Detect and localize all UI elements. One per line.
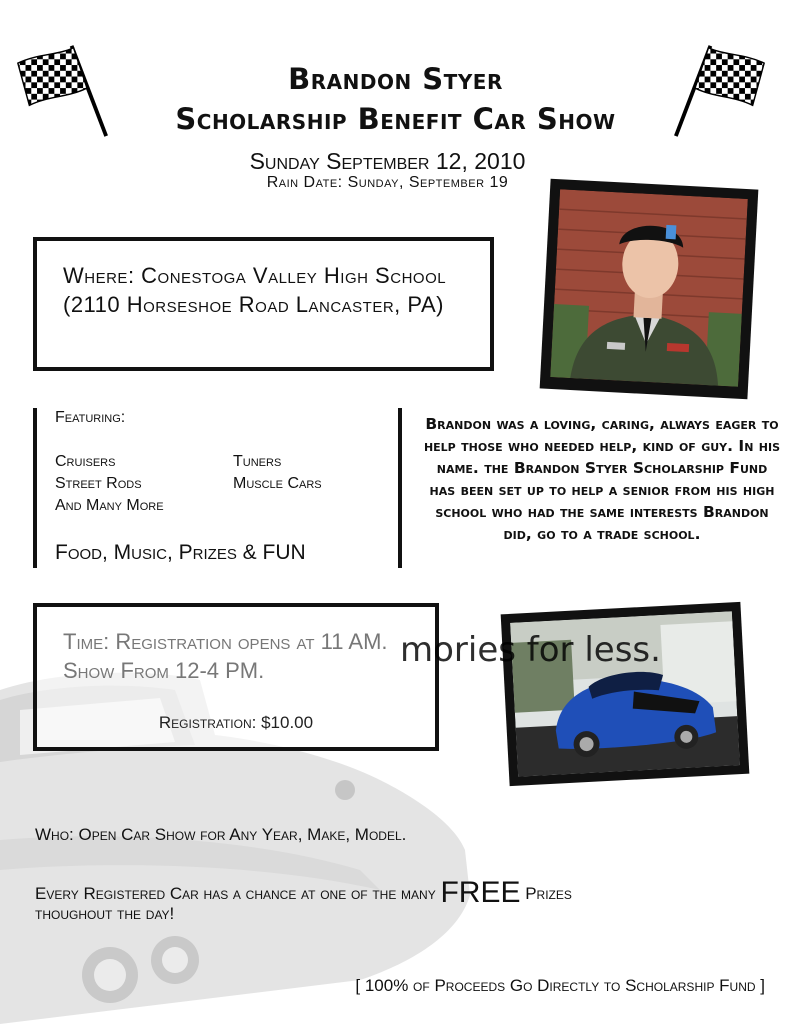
who-line: Who: Open Car Show for Any Year, Make, Model. bbox=[35, 825, 407, 844]
featuring-label: Featuring: bbox=[55, 409, 126, 426]
event-date: Sunday September 12, 2010 bbox=[249, 148, 526, 174]
registration-fee: Registration: $10.00 bbox=[158, 713, 314, 732]
title-line-2: Scholarship Benefit Car Show bbox=[175, 102, 616, 136]
where-text: Where: Conestoga Valley High School (2110 Horseshoe Road Lancaster, PA) bbox=[63, 263, 447, 317]
featuring-left-divider bbox=[33, 408, 37, 568]
photobucket-watermark: mories for less. bbox=[400, 630, 661, 670]
brandon-photo bbox=[540, 179, 759, 400]
time-text: Time: Registration opens at 11 AM. Show From 12-4 PM. bbox=[63, 629, 388, 683]
feature-item: Street Rods bbox=[55, 475, 142, 492]
time-box bbox=[33, 603, 439, 751]
feature-item: Cruisers bbox=[55, 453, 116, 470]
prizes-suffix: Prizes bbox=[525, 884, 572, 903]
feature-item: And Many More bbox=[55, 497, 164, 514]
brandon-bio: Brandon was a loving, caring, always eager to help those who needed help, kind of guy. In his name. the Brandon Styer Scholarship Fund has been set up to help a senior from his high school who had the same interests Brandon did, go to a trade school. bbox=[423, 415, 781, 543]
feature-item: Muscle Cars bbox=[233, 475, 322, 492]
prizes-prefix: Every Registered Car has a chance at one of the many bbox=[35, 884, 436, 903]
free-word: FREE bbox=[440, 876, 521, 909]
where-box bbox=[33, 237, 494, 371]
portrait-image bbox=[550, 189, 748, 387]
title-line-1: Brandon Styer bbox=[288, 62, 503, 96]
feature-item: Tuners bbox=[233, 453, 282, 470]
featuring-right-divider bbox=[398, 408, 402, 568]
prizes-line-2: thoughout the day! bbox=[35, 904, 175, 923]
food-music-prizes: Food, Music, Prizes & FUN bbox=[55, 541, 306, 564]
rain-date: Rain Date: Sunday, September 19 bbox=[266, 174, 509, 191]
proceeds-note: [ 100% of Proceeds Go Directly to Scholarship Fund ] bbox=[355, 976, 765, 995]
